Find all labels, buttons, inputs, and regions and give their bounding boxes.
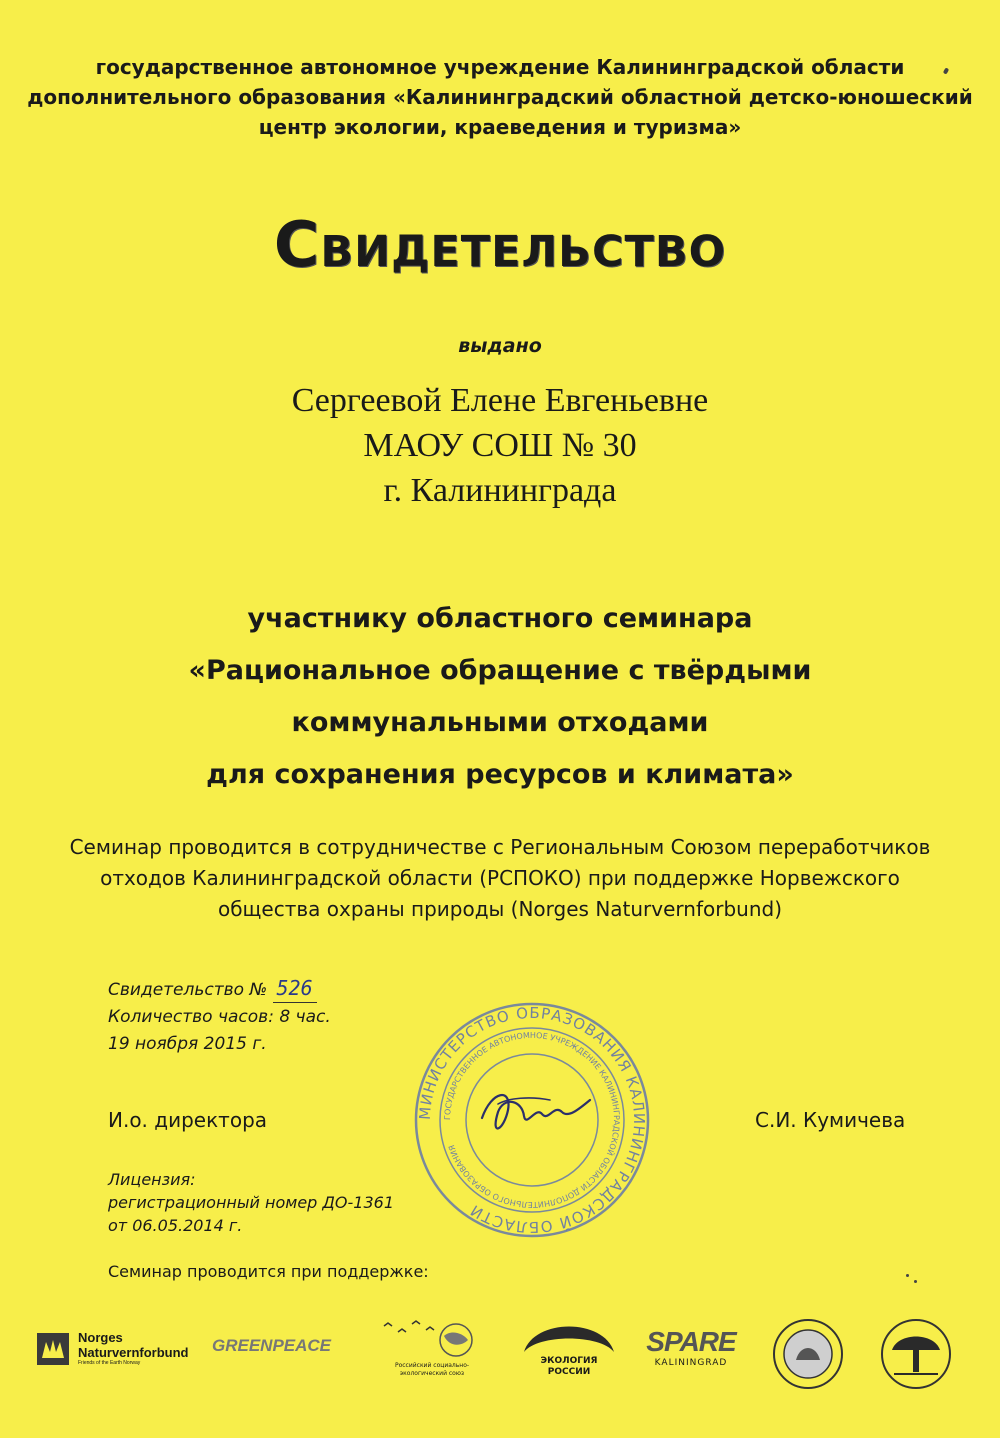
seminar-line-4: для сохранения ресурсов и климата»	[206, 759, 794, 790]
spare-city: KALININGRAD	[654, 1358, 728, 1368]
paper-speck	[914, 1280, 917, 1283]
certificate-number: 526	[273, 975, 317, 1003]
stamp-inner-text: ГОСУДАРСТВЕННОЕ АВТОНОМНОЕ УЧРЕЖДЕНИЕ КАЛИНИНГРАДСКОЙ ОБЛАСТИ ДОПОЛНИТЕЛЬНОГО ОБРАЗОВАНИЯ	[442, 1030, 622, 1210]
signer-role: И.о. директора	[108, 1108, 268, 1132]
norges-name-line-2: Naturvernforbund	[78, 1345, 189, 1360]
certificate-details	[108, 975, 331, 1058]
stamp-ring-text: МИНИСТЕРСТВО ОБРАЗОВАНИЯ КАЛИНИНГРАДСКОЙ ОБЛАСТИ	[415, 1003, 649, 1237]
svg-text:ГОСУДАРСТВЕННОЕ АВТОНОМНОЕ УЧР	[443, 1031, 621, 1209]
support-label: Семинар проводится при поддержке:	[108, 1262, 429, 1281]
norges-tagline: Friends of the Earth Norway	[78, 1360, 141, 1366]
tree-emblem-logo	[878, 1316, 954, 1392]
license-number: регистрационный номер ДО-1361	[108, 1193, 394, 1212]
handwritten-signature	[482, 1095, 590, 1128]
license-block	[108, 1168, 394, 1237]
ecology-name-line-1: ЭКОЛОГИЯ	[540, 1356, 598, 1366]
spare-name: SPARE	[646, 1326, 736, 1357]
rseu-name-line-2: экологический союз	[399, 1370, 465, 1377]
recipient-block	[0, 378, 1000, 513]
license-date: от 06.05.2014 г.	[108, 1216, 243, 1235]
license-label: Лицензия:	[108, 1170, 196, 1189]
norges-emblem-icon	[36, 1332, 70, 1366]
seminar-line-3: коммунальными отходами	[291, 707, 709, 738]
partners-text	[0, 832, 1000, 925]
greenpeace-logo: GREENPEACE	[212, 1336, 332, 1355]
partners-line-1: Семинар проводится в сотрудничестве с Региональным Союзом переработчиков	[69, 835, 931, 859]
certificate-title: Свидетельство	[273, 208, 727, 281]
rseu-logo	[376, 1316, 496, 1396]
seminar-block	[0, 593, 1000, 801]
birds-globe-icon	[376, 1316, 496, 1358]
sponsor-logos-row	[30, 1312, 980, 1402]
norges-naturvernforbund-logo	[36, 1330, 206, 1380]
round-emblem-logo	[770, 1316, 846, 1392]
seminar-line-1: участнику областного семинара	[247, 603, 753, 634]
ecology-of-russia-logo	[514, 1312, 624, 1397]
paper-speck	[906, 1274, 909, 1277]
norges-name-line-1: Norges	[78, 1330, 123, 1345]
issuer-header	[0, 52, 1000, 142]
spare-kaliningrad-logo	[636, 1326, 746, 1386]
partners-line-2: отходов Калининградской области (РСПОКО) при поддержке Норвежского	[100, 866, 900, 890]
recipient-name: Сергеевой Елене Евгеньевне	[291, 382, 709, 419]
issuer-line-2: дополнительного образования «Калининградский областной детско-юношеский	[27, 85, 973, 109]
recipient-city: г. Калининграда	[383, 472, 617, 509]
issuer-line-3: центр экологии, краеведения и туризма»	[258, 115, 742, 139]
seminar-line-2: «Рациональное обращение с твёрдыми	[188, 655, 812, 686]
ecology-arc-icon	[514, 1312, 624, 1356]
rseu-name-line-1: Российский социально-	[394, 1362, 470, 1369]
signer-name: С.И. Кумичева	[755, 1108, 906, 1132]
issuer-line-1: государственное автономное учреждение Калининградской области	[95, 55, 905, 79]
certificate-number-label: Свидетельство №	[108, 980, 268, 1000]
recipient-school: МАОУ СОШ № 30	[363, 427, 637, 464]
official-stamp	[412, 1000, 652, 1240]
issued-label: выдано	[458, 335, 542, 357]
ecology-name-line-2: РОССИИ	[547, 1367, 591, 1377]
hours-text: Количество часов: 8 час.	[108, 1007, 331, 1027]
certificate-number-row	[108, 975, 331, 1004]
date-text: 19 ноября 2015 г.	[108, 1034, 267, 1054]
partners-line-3: общества охраны природы (Norges Naturvernforbund)	[217, 897, 783, 921]
